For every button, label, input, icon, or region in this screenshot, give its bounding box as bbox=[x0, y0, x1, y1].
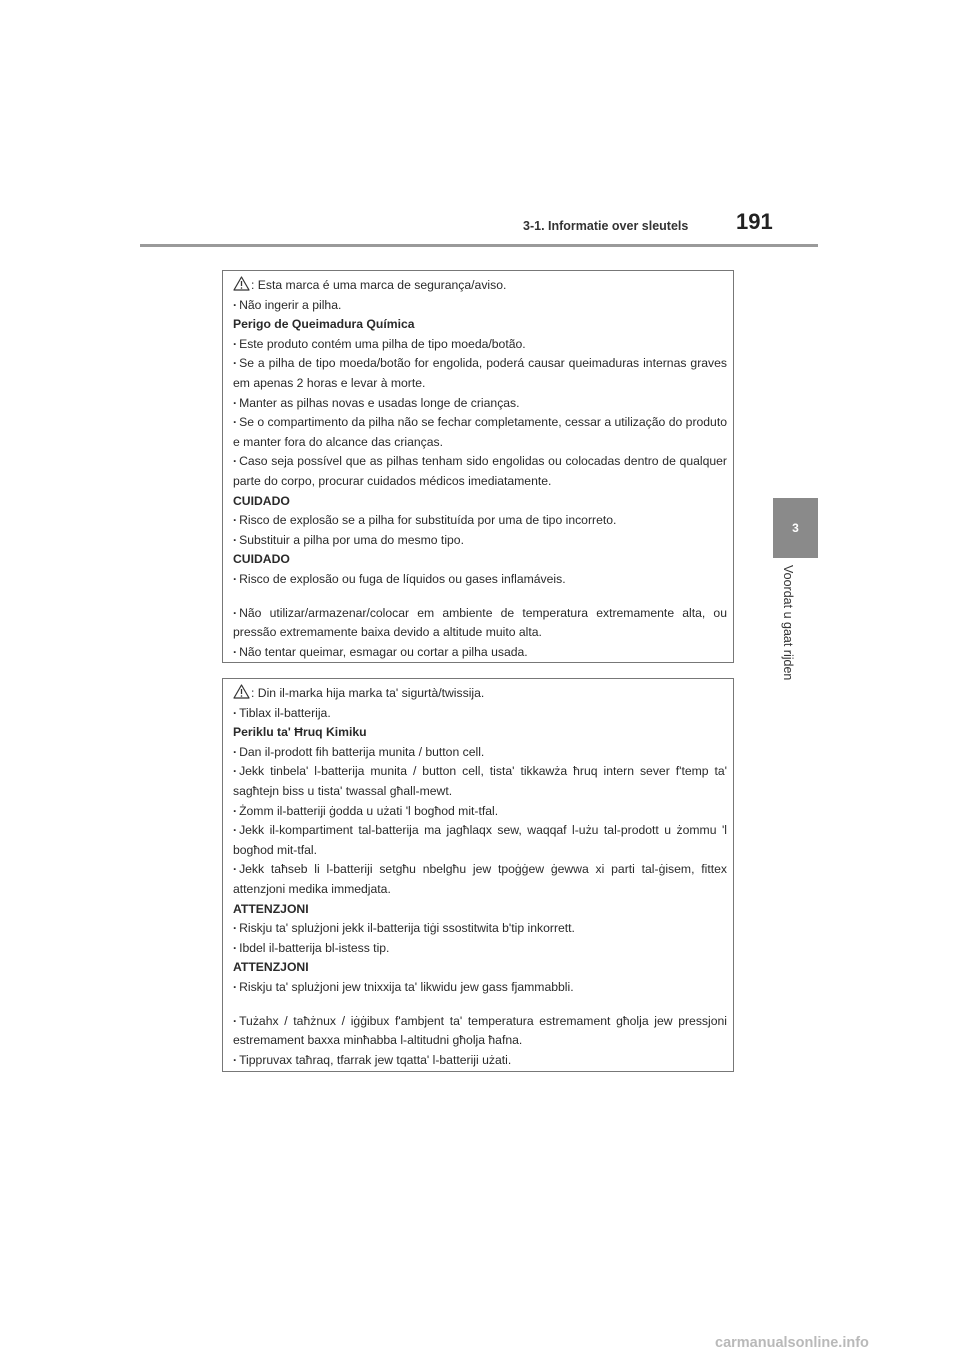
warning-intro-text: : Esta marca é uma marca de segurança/aviso. bbox=[251, 278, 507, 292]
warning-bullet: · Se a pilha de tipo moeda/botão for engolida, poderá causar queimaduras internas graves em apenas 2 horas e levar à morte. bbox=[233, 354, 727, 393]
chapter-tab: 3 bbox=[773, 498, 818, 558]
warning-bullet: · Tippruvax taħraq, tfarrak jew tqatta' l-batteriji użati. bbox=[233, 1051, 727, 1071]
header-rule bbox=[140, 244, 818, 247]
paragraph-gap bbox=[233, 998, 727, 1012]
warning-bullet: · Risco de explosão ou fuga de líquidos ou gases inflamáveis. bbox=[233, 570, 727, 590]
warning-bullet: · Este produto contém uma pilha de tipo moeda/botão. bbox=[233, 335, 727, 355]
warning-bullet: · Caso seja possível que as pilhas tenham sido engolidas ou colocadas dentro de qualquer parte do corpo, procurar cuidados médicos imediatamente. bbox=[233, 452, 727, 491]
warning-bullet: · Tiblax il-batterija. bbox=[233, 704, 727, 724]
warning-box-maltese bbox=[222, 678, 734, 1072]
chapter-label: Voordat u gaat rijden bbox=[781, 565, 795, 681]
page-number: 191 bbox=[736, 209, 773, 234]
warning-bullet: · Jekk taħseb li l-batteriji setgħu nbelgħu jew tpoġġew ġewwa xi parti tal-ġisem, fittex attenzjoni medika immedjata. bbox=[233, 860, 727, 899]
warning-bullet: · Tużahx / taħżnux / iġġibux f'ambjent ta' temperatura estremament għolja jew pressjoni estremament baxxa minħabba l-altitudni għolja ħafna. bbox=[233, 1012, 727, 1051]
warning-bullet: · Manter as pilhas novas e usadas longe de crianças. bbox=[233, 394, 727, 414]
warning-bullet: · Não utilizar/armazenar/colocar em ambiente de temperatura extremamente alta, ou pressão extremamente baixa devido a altitude muito alta. bbox=[233, 604, 727, 643]
warning-bullet: · Riskju ta' splużjoni jekk il-batterija tiġi ssostitwita b'tip inkorrett. bbox=[233, 919, 727, 939]
warning-intro-line bbox=[233, 276, 727, 296]
warning-bullet: · Se o compartimento da pilha não se fechar completamente, cessar a utilização do produto e manter fora do alcance das crianças. bbox=[233, 413, 727, 452]
warning-triangle-icon bbox=[233, 684, 250, 699]
warning-bullet: · Dan il-prodott fih batterija munita / button cell. bbox=[233, 743, 727, 763]
paragraph-gap bbox=[233, 590, 727, 604]
warning-box-portuguese bbox=[222, 270, 734, 663]
warning-bullet: · Não ingerir a pilha. bbox=[233, 296, 727, 316]
warning-bullet: · Jekk il-kompartiment tal-batterija ma jagħlaqx sew, waqqaf l-użu tal-prodott u żommu 'l bogħod mit-tfal. bbox=[233, 821, 727, 860]
warning-bullet: · Risco de explosão se a pilha for substituída por uma de tipo incorreto. bbox=[233, 511, 727, 531]
warning-bullet: · Não tentar queimar, esmagar ou cortar a pilha usada. bbox=[233, 643, 727, 663]
warning-heading: CUIDADO bbox=[233, 552, 290, 567]
warning-bullet: · Jekk tinbela' l-batterija munita / button cell, tista' tikkawża ħruq intern sever f'temp ta' sagħtejn biss u tista' twassal għall-mewt. bbox=[233, 762, 727, 801]
warning-items-maltese bbox=[233, 704, 727, 1071]
warning-items-portuguese bbox=[233, 296, 727, 663]
warning-bullet: · Riskju ta' splużjoni jew tnixxija ta' likwidu jew gass fjammabbli. bbox=[233, 978, 727, 998]
warning-intro-text: : Din il-marka hija marka ta' sigurtà/twissija. bbox=[251, 686, 485, 700]
section-title: 3-1. Informatie over sleutels bbox=[523, 219, 689, 233]
warning-intro-line bbox=[233, 684, 727, 704]
warning-heading: Perigo de Queimadura Química bbox=[233, 317, 415, 332]
warning-bullet: · Ibdel il-batterija bl-istess tip. bbox=[233, 939, 727, 959]
warning-heading: ATTENZJONI bbox=[233, 960, 309, 975]
warning-heading: CUIDADO bbox=[233, 493, 290, 508]
warning-bullet: · Substituir a pilha por uma do mesmo tipo. bbox=[233, 531, 727, 551]
warning-heading: Periklu ta' Ħruq Kimiku bbox=[233, 725, 367, 740]
warning-bullet: · Żomm il-batteriji ġodda u użati 'l bogħod mit-tfal. bbox=[233, 802, 727, 822]
warning-triangle-icon bbox=[233, 276, 250, 291]
site-watermark: carmanualsonline.info bbox=[715, 1335, 869, 1351]
warning-heading: ATTENZJONI bbox=[233, 901, 309, 916]
